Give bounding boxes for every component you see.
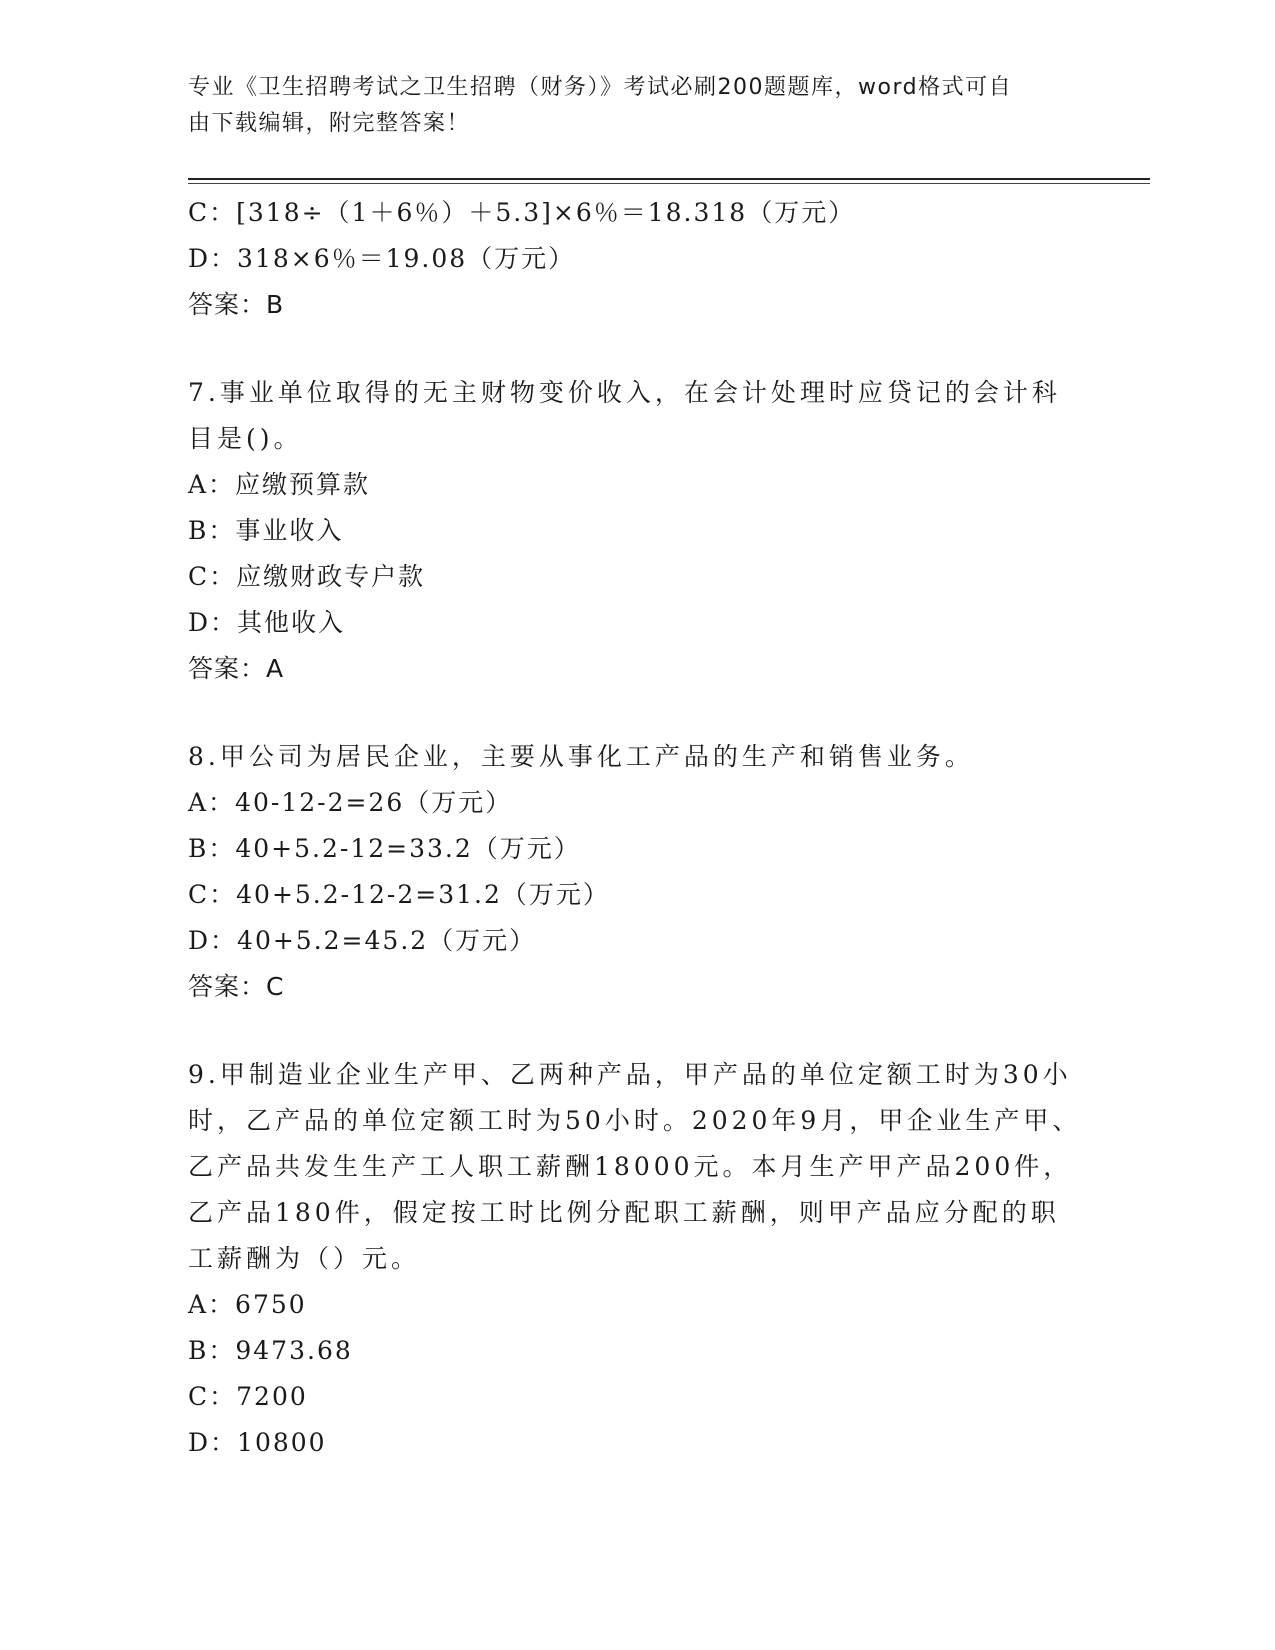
- question-text: 工薪酬为（）元。: [188, 1244, 421, 1273]
- option-b: B：40+5.2-12=33.2（万元）: [188, 834, 581, 863]
- question-block-9: [188, 1052, 1088, 1466]
- header-line: 由下载编辑，附完整答案！: [188, 111, 471, 136]
- option-a: A：应缴预算款: [188, 470, 371, 499]
- question-text: 乙产品180件，假定按工时比例分配职工薪酬，则甲产品应分配的职: [188, 1198, 1060, 1227]
- answer-line: 答案：B: [188, 290, 285, 319]
- question-text: 乙产品共发生生产工人职工薪酬18000元。本月生产甲产品200件，: [188, 1152, 1073, 1181]
- header-divider-thin: [188, 183, 1150, 184]
- question-block-7: [188, 370, 1088, 692]
- question-text: 时，乙产品的单位定额工时为50小时。2020年9月，甲企业生产甲、: [188, 1106, 1082, 1135]
- option-b: B：事业收入: [188, 516, 344, 545]
- question-list: [188, 190, 1088, 1466]
- option-b: B：9473.68: [188, 1336, 353, 1365]
- option-d: D：318×6％＝19.08（万元）: [188, 244, 576, 273]
- question-text: 8.甲公司为居民企业，主要从事化工产品的生产和销售业务。: [188, 742, 974, 771]
- option-d: D：其他收入: [188, 608, 346, 637]
- answer-line: 答案：C: [188, 972, 285, 1001]
- header-divider: [188, 178, 1150, 180]
- header-line: 专业《卫生招聘考试之卫生招聘（财务）》考试必刷200题题库，word格式可自: [188, 75, 1013, 100]
- option-d: D：40+5.2=45.2（万元）: [188, 926, 537, 955]
- option-a: A：40-12-2=26（万元）: [188, 788, 513, 817]
- answer-line: 答案：A: [188, 654, 285, 683]
- question-text: 目是()。: [188, 424, 303, 453]
- option-c: C：40+5.2-12-2=31.2（万元）: [188, 880, 610, 909]
- option-a: A：6750: [188, 1290, 307, 1319]
- question-text: 9.甲制造业企业生产甲、乙两种产品，甲产品的单位定额工时为30小: [188, 1060, 1072, 1089]
- option-c: C：应缴财政专户款: [188, 562, 426, 591]
- question-text: 7.事业单位取得的无主财物变价收入，在会计处理时应贷记的会计科: [188, 378, 1061, 407]
- question-block-prev: [188, 190, 1088, 328]
- document-header: [188, 70, 1068, 142]
- option-c: C：7200: [188, 1382, 308, 1411]
- option-c: C：[318÷（1＋6％）＋5.3]×6％＝18.318（万元）: [188, 198, 856, 227]
- option-d: D：10800: [188, 1428, 327, 1457]
- question-block-8: [188, 734, 1088, 1010]
